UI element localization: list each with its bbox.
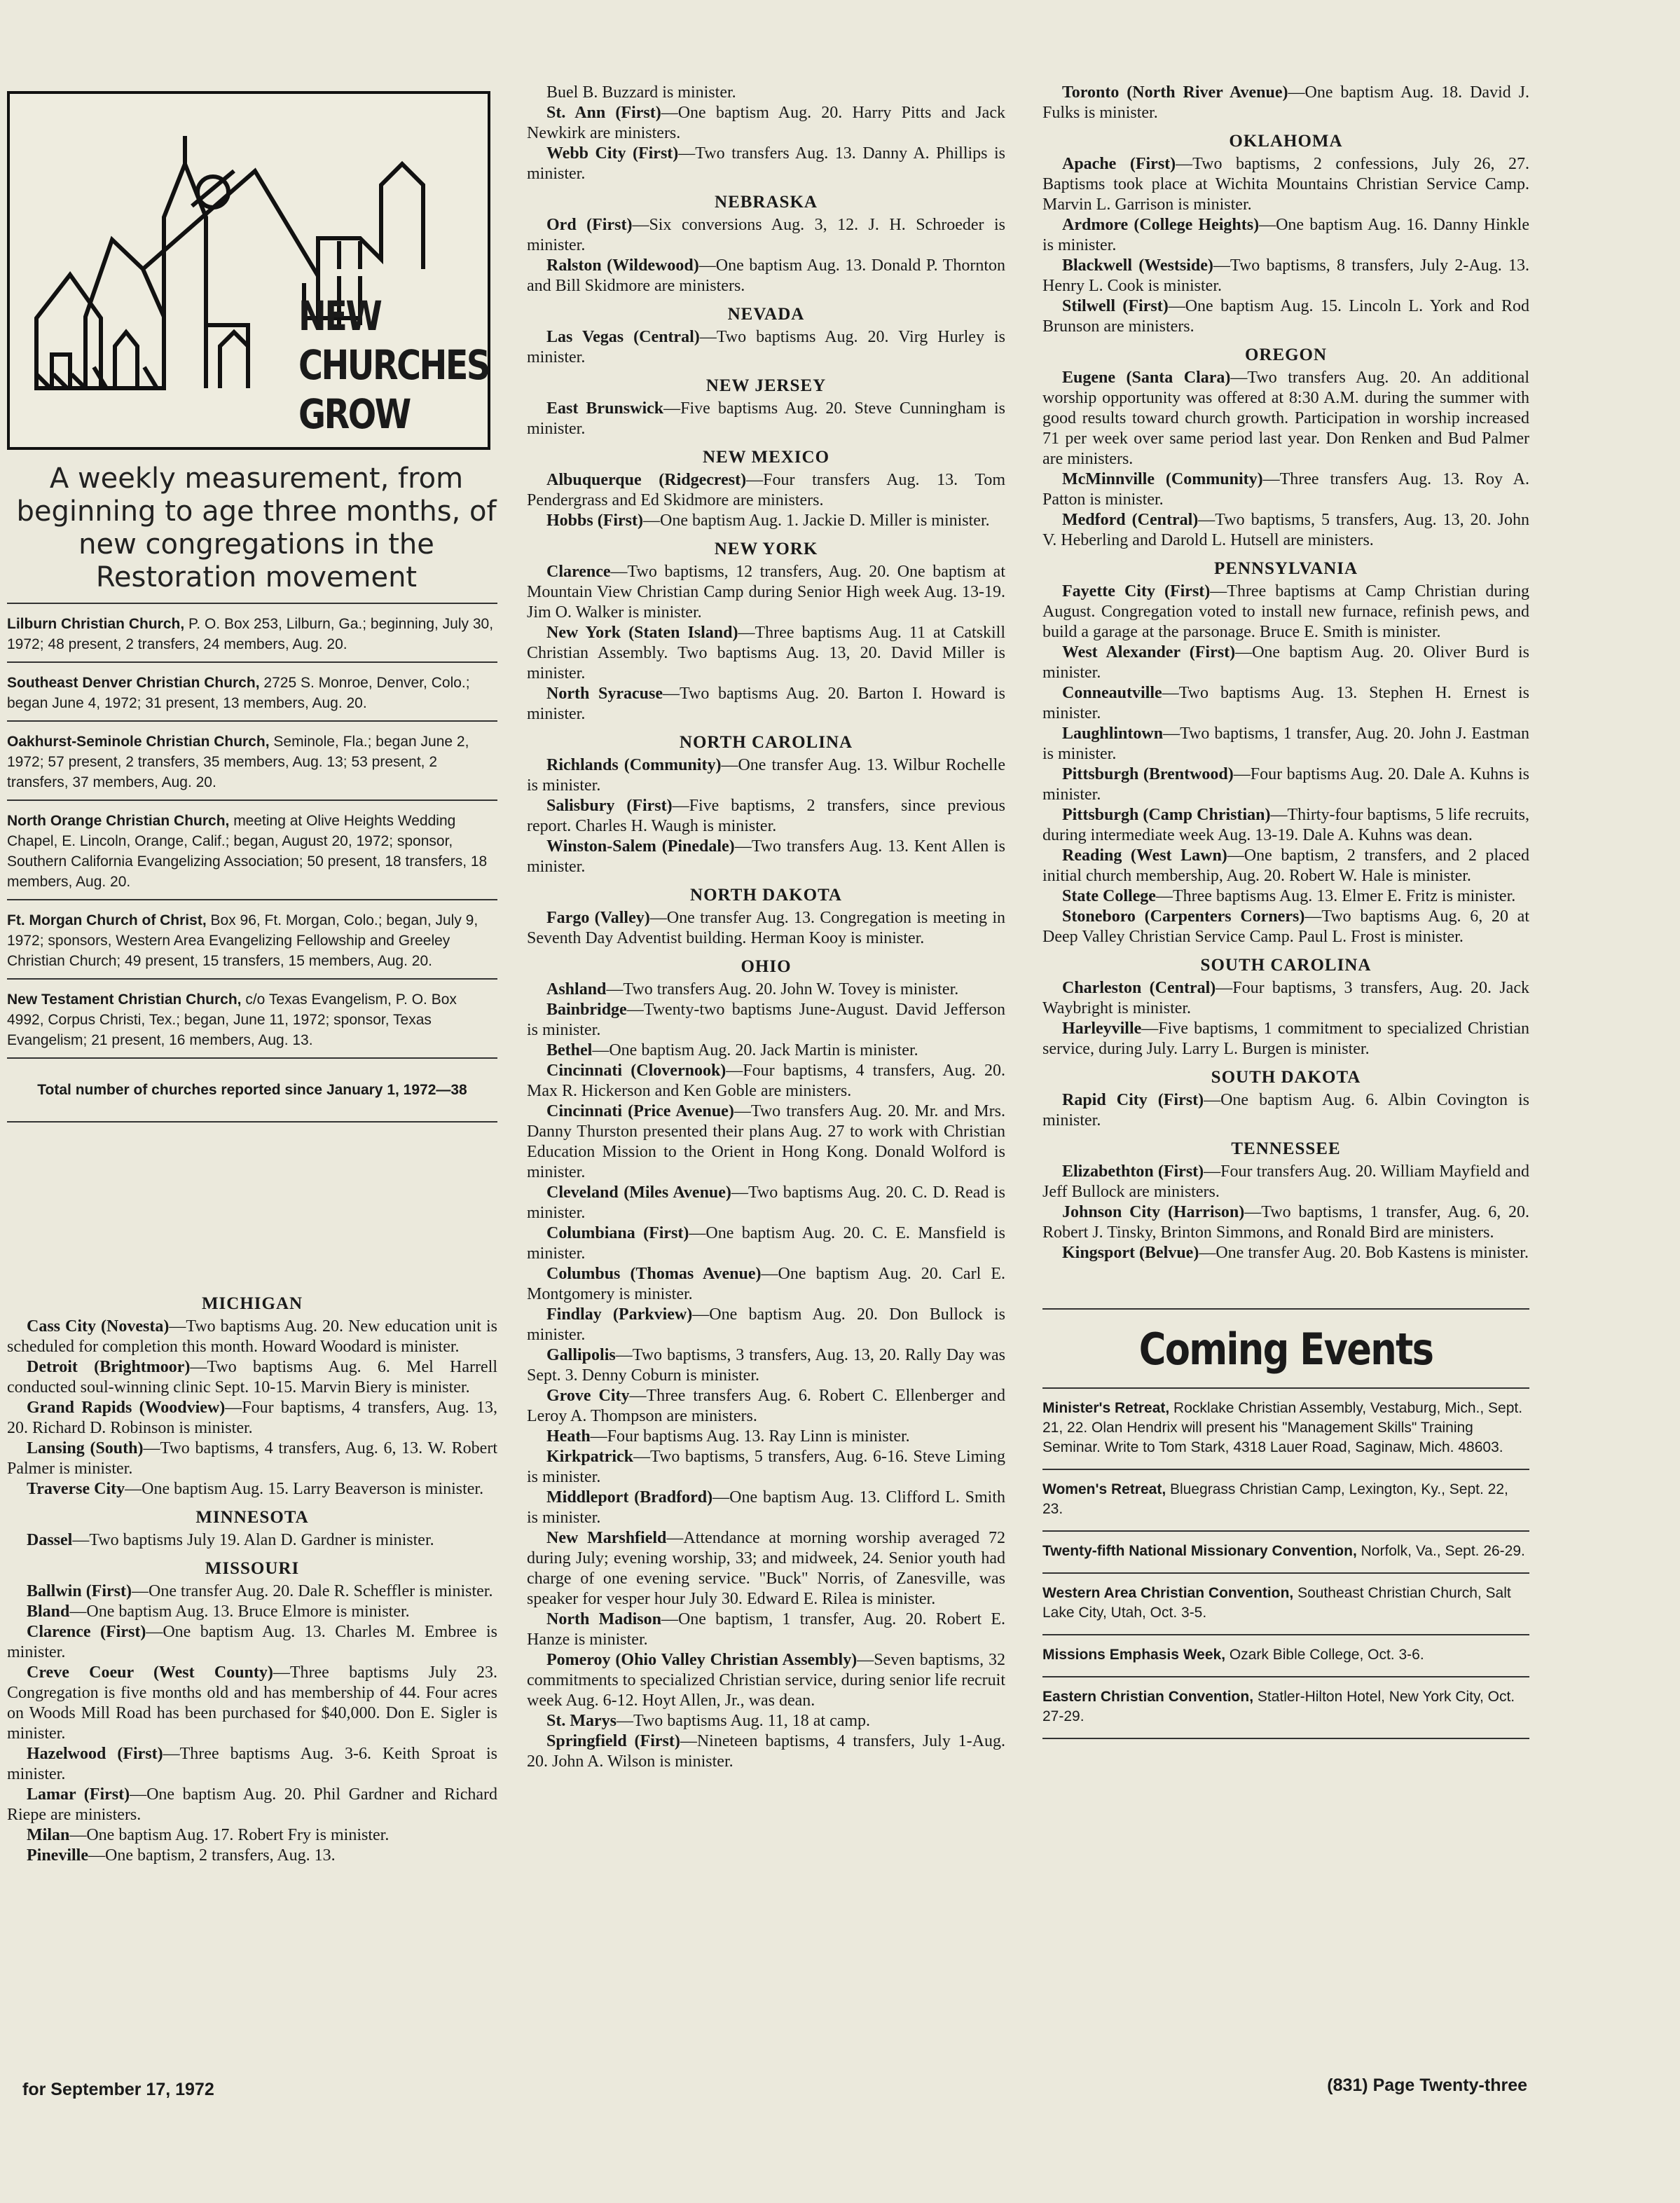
report-text: —One transfer Aug. 13. Wilbur Rochelle is minister. [527,756,1005,795]
report-text: —One baptism Aug. 20. Phil Gardner and Richard Riepe are ministers. [7,1785,498,1824]
events-bottom-rule [1042,1738,1529,1739]
report-text: —Three baptisms Aug. 13. Elmer E. Fritz is minister. [1155,887,1516,905]
report-text: —Five baptisms, 2 transfers, since previous report. Charles H. Waugh is minister. [527,797,1005,835]
event-name: Western Area Christian Convention, [1042,1585,1294,1601]
report-text: —One baptism Aug. 17. Robert Fry is minister. [69,1826,390,1844]
church-report [527,83,1005,103]
church-name: Albuquerque (Ridgecrest) [546,471,747,489]
church-report [1042,1090,1529,1131]
report-text: —Seven baptisms, 32 commitments to specialized Christian service, during senior life recruit week Aug. 6-12. Hoyt Allen, Jr., was dean. [527,1651,1005,1710]
section-subtitle: A weekly measurement, from beginning to age three months, of new congregations in the Restoration movement [16,462,497,593]
report-text: —Two transfers Aug. 20. An additional worship opportunity was offered at 8:30 A.M. during the summer with good results toward church growth. Participation in worship increased 71 per week over same period last year. Don Renken and Bud Palmer are ministers. [1042,369,1529,468]
church-report [1042,805,1529,846]
church-report [7,1663,497,1744]
report-text: —Three baptisms at Camp Christian during August. Congregation voted to install new furnace, refinish pews, and build a garage at the parsonage. Bruce E. Smith is minister. [1042,582,1529,641]
church-name: Findlay (Parkview) [546,1305,693,1324]
church-name: Eugene (Santa Clara) [1062,369,1231,387]
church-name: Richlands (Community) [546,756,722,774]
event-details: Rocklake Christian Assembly, Vestaburg, Mich., Sept. 21, 22. Olan Hendrix will present his "Management Skills" Training Seminar. Write to Tom Stark, 4318 Lauer Road, Saginaw, Mich. 48603. [1042,1400,1523,1455]
event-name: Missions Emphasis Week, [1042,1647,1226,1663]
report-text: —Thirty-four baptisms, 5 life recruits, during intermediate week Aug. 13-19. Dale A. Kuhns was dean. [1042,806,1529,844]
new-church-entry [7,603,497,661]
church-name: Hazelwood (First) [27,1745,163,1763]
event-details: Southeast Christian Church, Salt Lake City, Utah, Oct. 3-5. [1042,1585,1511,1621]
state-heading: MISSOURI [205,1559,300,1578]
church-report [1042,215,1529,256]
church-report [7,1317,497,1357]
event-name: Eastern Christian Convention, [1042,1689,1254,1705]
church-report [1042,296,1529,337]
church-report [527,327,1005,368]
new-church-entry [7,799,497,899]
new-church-entry [7,899,497,978]
report-text: —Six conversions Aug. 3, 12. J. H. Schroeder is minister. [527,216,1005,254]
report-text: —Three transfers Aug. 13. Roy A. Patton is minister. [1042,470,1529,509]
church-report [527,511,1005,531]
church-report [1042,154,1529,215]
church-report [527,1711,1005,1731]
new-church-name: Ft. Morgan Church of Christ, [7,912,207,928]
church-name: Ralston (Wildewood) [546,256,699,275]
report-text: —One baptism, 2 transfers, and 2 placed initial church membership, Aug. 20. Robert W. Hale is minister. [1042,846,1529,885]
church-name: Ballwin (First) [27,1582,132,1600]
church-name: Fargo (Valley) [546,909,650,927]
church-name: Clarence [546,563,611,581]
church-name: Harleyville [1062,1020,1142,1038]
report-text: —One baptism, 2 transfers, Aug. 13. [88,1846,336,1865]
new-churches-grow-logo [7,91,490,450]
church-report [527,1183,1005,1223]
church-name: Ord (First) [546,216,633,234]
event-details: Norfolk, Va., Sept. 26-29. [1356,1543,1525,1559]
church-name: Springfield (First) [546,1732,680,1750]
report-text: —One baptism Aug. 20. Oliver Burd is minister. [1042,643,1529,682]
report-text: —Two baptisms Aug. 13. Stephen H. Ernest is minister. [1042,684,1529,722]
report-text: —One baptism Aug. 20. C. E. Mansfield is minister. [527,1224,1006,1263]
church-name: East Brunswick [546,399,664,418]
report-text: —Two baptisms, 3 transfers, Aug. 13, 20. Rally Day was Sept. 3. Denny Coburn is minister. [527,1346,1005,1385]
church-name: North Syracuse [546,685,663,703]
church-report [527,684,1005,725]
state-heading: NEVADA [727,305,805,324]
report-text: —One baptism Aug. 20. Jack Martin is minister. [592,1041,918,1059]
state-heading: SOUTH DAKOTA [1211,1068,1361,1087]
new-church-name: Oakhurst-Seminole Christian Church, [7,734,270,750]
church-report [527,1223,1005,1264]
church-name: Kirkpatrick [546,1448,633,1466]
footer-page-number: (831) Page Twenty-three [1327,2075,1527,2095]
report-text: —One baptism Aug. 6. Albin Covington is minister. [1042,1091,1530,1130]
report-text: —One baptism Aug. 1. Jackie D. Miller is minister. [643,512,990,530]
church-report [527,215,1005,256]
state-heading: MINNESOTA [195,1508,309,1527]
church-report [527,837,1005,877]
report-text: —Nineteen baptisms, 4 transfers, July 1-Aug. 20. John A. Wilson is minister. [527,1732,1005,1771]
report-text: —Two baptisms Aug. 20. Barton I. Howard is minister. [527,685,1005,723]
church-report [527,256,1005,296]
church-name: Cleveland (Miles Avenue) [546,1183,731,1202]
church-report [1042,978,1529,1019]
church-name: Blackwell (Westside) [1062,256,1213,275]
report-text: —Two baptisms Aug. 11, 18 at camp. [616,1712,871,1730]
church-name: Columbiana (First) [546,1224,689,1242]
church-name: Grand Rapids (Woodview) [27,1399,226,1417]
report-text: —One transfer Aug. 20. Dale R. Scheffler is minister. [132,1582,493,1600]
church-name: Salisbury (First) [546,797,673,815]
report-text: —Two baptisms Aug. 6, 20 at Deep Valley Christian Service Camp. Paul L. Frost is minister. [1042,907,1530,946]
new-church-details: meeting at Olive Heights Wedding Chapel, E. Lincoln, Orange, Calif.; began, August 20, 1972; sponsor, Southern California Evangelizing Association; 50 present, 18 transfers, 18 members, Aug. 20. [7,813,488,890]
church-report [1042,582,1529,643]
church-name: Milan [27,1826,70,1844]
report-text: —Twenty-two baptisms June-August. David Jefferson is minister. [527,1001,1005,1039]
report-text: —One baptism Aug. 15. Larry Beaverson is minister. [125,1480,484,1498]
new-church-entry [7,661,497,720]
church-report [527,1386,1005,1427]
church-name: North Madison [546,1610,661,1628]
church-name: Pittsburgh (Camp Christian) [1062,806,1271,824]
new-church-name: Lilburn Christian Church, [7,616,185,632]
new-church-details: Box 96, Ft. Morgan, Colo.; began, July 9, 1972; sponsors, Western Area Evangelizing Fellowship and Greeley Christian Church; 49 present, 15 transfers, 15 members, Aug. 20. [7,912,478,969]
report-text: —One baptism Aug. 13. Clifford L. Smith is minister. [527,1488,1005,1527]
state-heading: NORTH CAROLINA [679,733,853,752]
event-details: Ozark Bible College, Oct. 3-6. [1225,1647,1424,1663]
church-name: Stilwell (First) [1062,297,1169,315]
new-church-name: North Orange Christian Church, [7,813,230,829]
church-report [1042,846,1529,886]
total-churches-note: Total number of churches reported since January 1, 1972—38 [7,1057,497,1123]
new-churches-list [7,603,497,1123]
church-report [527,1061,1005,1102]
church-report [1042,1202,1529,1243]
church-name: Kingsport (Belvue) [1062,1244,1199,1262]
church-report [1042,886,1529,907]
new-church-entry [7,978,497,1057]
report-text: —Four baptisms, 3 transfers, Aug. 20. Jack Waybright is minister. [1042,979,1529,1017]
church-report [1042,683,1529,724]
coming-event-entry [1042,1572,1529,1634]
church-name: Toronto (North River Avenue) [1062,83,1288,102]
report-text: —One baptism, 1 transfer, Aug. 20. Robert E. Hanze is minister. [527,1610,1005,1649]
church-name: Clarence (First) [27,1623,146,1641]
church-name: Columbus (Thomas Avenue) [546,1265,762,1283]
church-report [7,1479,497,1499]
report-text: —One baptism Aug. 16. Danny Hinkle is minister. [1042,216,1529,254]
church-name: Bland [27,1603,70,1621]
report-text: —Four baptisms, 4 transfers, Aug. 13, 20. Richard D. Robinson is minister. [7,1399,497,1437]
church-name: State College [1062,887,1156,905]
report-text: —Four transfers Aug. 13. Tom Pendergrass and Ed Skidmore are ministers. [527,471,1005,509]
report-text: —Four baptisms Aug. 20. Dale A. Kuhns is minister. [1042,765,1529,804]
coming-event-entry [1042,1530,1529,1572]
church-name: Lansing (South) [27,1439,144,1457]
church-report [1042,1019,1529,1059]
report-text: —Three baptisms Aug. 11 at Catskill Christian Assembly. Two baptisms Aug. 13, 20. David Miller is minister. [527,624,1005,682]
report-text: —Two baptisms Aug. 20. New education unit is scheduled for completion this month. Howard Woodard is minister. [7,1317,497,1356]
state-heading: NEBRASKA [715,193,818,212]
state-heading: NEW YORK [714,540,818,558]
report-text: —One baptism Aug. 18. David J. Fulks is minister. [1042,83,1529,122]
report-text: —One baptism Aug. 13. Donald P. Thornton and Bill Skidmore are ministers. [527,256,1006,295]
church-report [7,1744,497,1785]
church-report [527,1488,1005,1528]
report-text: —One baptism Aug. 20. Carl E. Montgomery is minister. [527,1265,1006,1303]
church-name: Traverse City [27,1480,125,1498]
church-report [7,1622,497,1663]
report-text: —Five baptisms, 1 commitment to specialized Christian service, during July. Larry L. Burgen is minister. [1042,1020,1529,1058]
church-report [7,1357,497,1398]
church-name: New York (Staten Island) [546,624,738,642]
report-text: —Two baptisms Aug. 20. C. D. Read is minister. [527,1183,1006,1222]
report-text: —Four baptisms Aug. 13. Ray Linn is minister. [590,1427,910,1446]
church-name: Stoneboro (Carpenters Corners) [1062,907,1305,926]
coming-event-entry [1042,1387,1529,1469]
church-report [1042,1162,1529,1202]
church-name: New Marshfield [546,1529,667,1547]
report-text: —Two baptisms, 5 transfers, Aug. 6-16. Steve Liming is minister. [527,1448,1005,1486]
report-text: —Four transfers Aug. 20. William Mayfield and Jeff Bullock are ministers. [1042,1162,1529,1201]
church-report [527,1345,1005,1386]
event-name: Minister's Retreat, [1042,1400,1170,1416]
state-heading: SOUTH CAROLINA [1200,956,1372,975]
church-report [527,1427,1005,1447]
church-name: Las Vegas (Central) [546,328,700,346]
state-heading: OREGON [1244,345,1328,364]
state-heading: MICHIGAN [201,1294,303,1313]
event-name: Twenty-fifth National Missionary Convention, [1042,1543,1357,1559]
state-heading: NEW JERSEY [705,376,827,395]
church-name: St. Marys [546,1712,617,1730]
church-report [527,908,1005,949]
coming-events-heading: Coming Events [1138,1324,1433,1375]
report-text: —Two transfers Aug. 13. Danny A. Phillips is minister. [527,144,1006,183]
church-name: Grove City [546,1387,630,1405]
church-name: Webb City (First) [546,144,679,163]
church-name: Cincinnati (Price Avenue) [546,1102,734,1120]
church-report [7,1530,497,1551]
report-text: —Two transfers Aug. 13. Kent Allen is minister. [527,837,1005,876]
new-church-details: 2725 S. Monroe, Denver, Colo.; began June 4, 1972; 31 present, 13 members, Aug. 20. [7,675,470,711]
church-name: Charleston (Central) [1062,979,1216,997]
logo-word-new: NEW [298,292,381,340]
church-name: Pomeroy (Ohio Valley Christian Assembly) [546,1651,858,1669]
church-report [527,1447,1005,1488]
church-report [7,1785,497,1825]
church-name: Detroit (Brightmoor) [27,1358,191,1376]
church-report [1042,368,1529,469]
church-report [527,1731,1005,1772]
church-report [1042,643,1529,683]
new-church-details: Seminole, Fla.; began June 2, 1972; 57 present, 2 transfers, 35 members, Aug. 13; 53 present, 2 transfers, 37 members, Aug. 20. [7,734,469,790]
church-report [1042,510,1529,551]
church-report [527,1264,1005,1305]
church-name: Middleport (Bradford) [546,1488,713,1507]
report-text: —Two transfers Aug. 20. John W. Tovey is minister. [606,980,959,998]
logo-word-churches: CHURCHES [298,341,489,389]
state-heading: NORTH DAKOTA [690,886,842,905]
church-name: West Alexander (First) [1062,643,1236,661]
church-report [7,1398,497,1439]
church-report [7,1846,497,1866]
report-text: —Attendance at morning worship averaged 72 during July; evening worship, 33; and midweek, 24. Senior youth had charge of one evening service. "Buck" Norris, of Zanesville, was speaker for vesper hour July 30. Edward E. Rilea is minister. [527,1529,1005,1608]
church-name: Bethel [546,1041,593,1059]
event-name: Women's Retreat, [1042,1481,1166,1497]
church-report [7,1581,497,1602]
event-details: Bluegrass Christian Camp, Lexington, Ky., Sept. 22, 23. [1042,1481,1508,1517]
church-name: Pittsburgh (Brentwood) [1062,765,1234,783]
church-name: Hobbs (First) [546,512,643,530]
church-name: Pineville [27,1846,88,1865]
church-report [1042,1243,1529,1263]
church-report [527,562,1005,623]
report-text: —One transfer Aug. 20. Bob Kastens is minister. [1199,1244,1529,1262]
church-name: Reading (West Lawn) [1062,846,1227,865]
report-text: —One baptism Aug. 13. Charles M. Embree is minister. [7,1623,497,1661]
coming-event-entry [1042,1676,1529,1738]
report-text: —Two baptisms, 12 transfers, Aug. 20. One baptism at Mountain View Christian Camp during Senior High week Aug. 13-19. Jim O. Walker is minister. [527,563,1005,622]
church-name: Ardmore (College Heights) [1062,216,1260,234]
church-report [7,1439,497,1479]
church-name: Fayette City (First) [1062,582,1211,600]
new-church-name: Southeast Denver Christian Church, [7,675,260,691]
state-heading: OKLAHOMA [1229,132,1343,151]
state-heading: TENNESSEE [1231,1139,1341,1158]
new-church-entry [7,720,497,799]
report-text: —Three baptisms July 23. Congregation is five months old and has membership of 44. Four acres on Woods Mill Road has been purchased for $40,000. Don E. Sigler is minister. [7,1663,497,1743]
report-text: —Three transfers Aug. 6. Robert C. Ellenberger and Leroy A. Thompson are ministers. [527,1387,1006,1425]
report-text: —One baptism Aug. 13. Bruce Elmore is minister. [69,1603,410,1621]
events-top-rule [1042,1308,1529,1310]
church-name: Cincinnati (Clovernook) [546,1062,727,1080]
report-text: —Two baptisms Aug. 6. Mel Harrell conducted soul-winning clinic Sept. 10-15. Marvin Biery is minister. [7,1358,498,1396]
report-text: —Two transfers Aug. 20. Mr. and Mrs. Danny Thurston presented their plans Aug. 27 to work with Christian Education Mission to the Orient in Hong Kong. Donald Wolford is minister. [527,1102,1005,1181]
church-name: Dassel [27,1531,73,1549]
church-report [7,1602,497,1622]
church-report [527,1000,1005,1041]
church-name: Winston-Salem (Pinedale) [546,837,735,856]
church-name: Gallipolis [546,1346,616,1364]
church-report [527,1610,1005,1650]
church-report [527,399,1005,439]
church-report [527,144,1005,184]
church-name: Cass City (Novesta) [27,1317,170,1336]
church-name: Apache (First) [1062,155,1176,173]
report-text: —Two baptisms, 8 transfers, July 2-Aug. 13. Henry L. Cook is minister. [1042,256,1529,295]
logo-word-grow: GROW [298,390,410,438]
state-heading: PENNSYLVANIA [1213,559,1358,578]
state-heading: OHIO [741,957,792,976]
church-report [527,796,1005,837]
report-text: —Two baptisms, 1 transfer, Aug. 20. John J. Eastman is minister. [1042,725,1529,763]
report-text: —One transfer Aug. 13. Congregation is meeting in Seventh Day Adventist building. Herman Kooy is minister. [527,909,1005,947]
report-text: —Two baptisms, 1 transfer, Aug. 6, 20. Robert J. Tinsky, Brinton Simmons, and Ronald Bird are ministers. [1042,1203,1529,1242]
report-text: —Two baptisms, 4 transfers, Aug. 6, 13. W. Robert Palmer is minister. [7,1439,497,1478]
report-text: —Three baptisms Aug. 3-6. Keith Sproat is minister. [7,1745,498,1783]
event-details: Statler-Hilton Hotel, New York City, Oct. 27-29. [1042,1689,1515,1724]
church-report [527,755,1005,796]
report-text: —Four baptisms, 4 transfers, Aug. 20. Max R. Hickerson and Ken Goble are ministers. [527,1062,1006,1100]
church-report [1042,256,1529,296]
report-text: Buel B. Buzzard is minister. [546,83,736,102]
church-name: Creve Coeur (West County) [27,1663,273,1682]
church-name: Elizabethton (First) [1062,1162,1204,1181]
church-name: Ashland [546,980,607,998]
church-report [527,1102,1005,1183]
church-name: Johnson City (Harrison) [1062,1203,1245,1221]
church-name: Heath [546,1427,591,1446]
church-report [527,1528,1005,1610]
coming-event-entry [1042,1469,1529,1530]
church-name: St. Ann (First) [546,104,661,122]
coming-event-entry [1042,1634,1529,1676]
state-heading: NEW MEXICO [702,448,830,467]
column-1-reports [7,1286,497,1866]
church-report [1042,469,1529,510]
church-name: McMinnville (Community) [1062,470,1263,488]
church-name: Lamar (First) [27,1785,130,1804]
report-text: —Two baptisms, 5 transfers, Aug. 13, 20. John V. Heberling and Darold L. Hutsell are ministers. [1042,511,1529,549]
church-report [7,1825,497,1846]
church-name: Bainbridge [546,1001,627,1019]
report-text: —One baptism Aug. 20. Don Bullock is minister. [527,1305,1005,1344]
footer-issue-date: for September 17, 1972 [22,2080,214,2099]
church-report [1042,907,1529,947]
church-report [527,1305,1005,1345]
church-report [1042,724,1529,764]
church-buildings-illustration [10,94,488,447]
church-report [527,623,1005,684]
column-3-reports [1042,83,1529,1739]
church-report [527,1650,1005,1711]
report-text: —Two baptisms July 19. Alan D. Gardner is minister. [72,1531,434,1549]
new-church-details: P. O. Box 253, Lilburn, Ga.; beginning, July 30, 1972; 48 present, 2 transfers, 24 members, Aug. 20. [7,616,494,652]
report-text: —Two baptisms Aug. 20. Virg Hurley is minister. [527,328,1005,366]
new-church-details: c/o Texas Evangelism, P. O. Box 4992, Corpus Christi, Tex.; began, June 11, 1972; sponsor, Texas Evangelism; 21 present, 16 members, Aug. 13. [7,991,457,1048]
church-name: Conneautville [1062,684,1162,702]
report-text: —One baptism Aug. 15. Lincoln L. York and Rod Brunson are ministers. [1042,297,1529,336]
church-report [1042,764,1529,805]
church-name: Laughlintown [1062,725,1164,743]
report-text: —One baptism Aug. 20. Harry Pitts and Jack Newkirk are ministers. [527,104,1005,142]
church-report [1042,83,1529,123]
church-report [527,470,1005,511]
report-text: —Two baptisms, 2 confessions, July 26, 27. Baptisms took place at Wichita Mountains Christian Service Camp. Marvin L. Garrison is minister. [1042,155,1529,214]
column-2-reports [527,83,1005,1772]
church-report [527,103,1005,144]
church-report [527,1041,1005,1061]
church-name: Rapid City (First) [1062,1091,1204,1109]
new-church-name: New Testament Christian Church, [7,991,242,1008]
report-text: —Five baptisms Aug. 20. Steve Cunningham is minister. [527,399,1005,438]
church-report [527,980,1005,1000]
church-name: Medford (Central) [1062,511,1199,529]
